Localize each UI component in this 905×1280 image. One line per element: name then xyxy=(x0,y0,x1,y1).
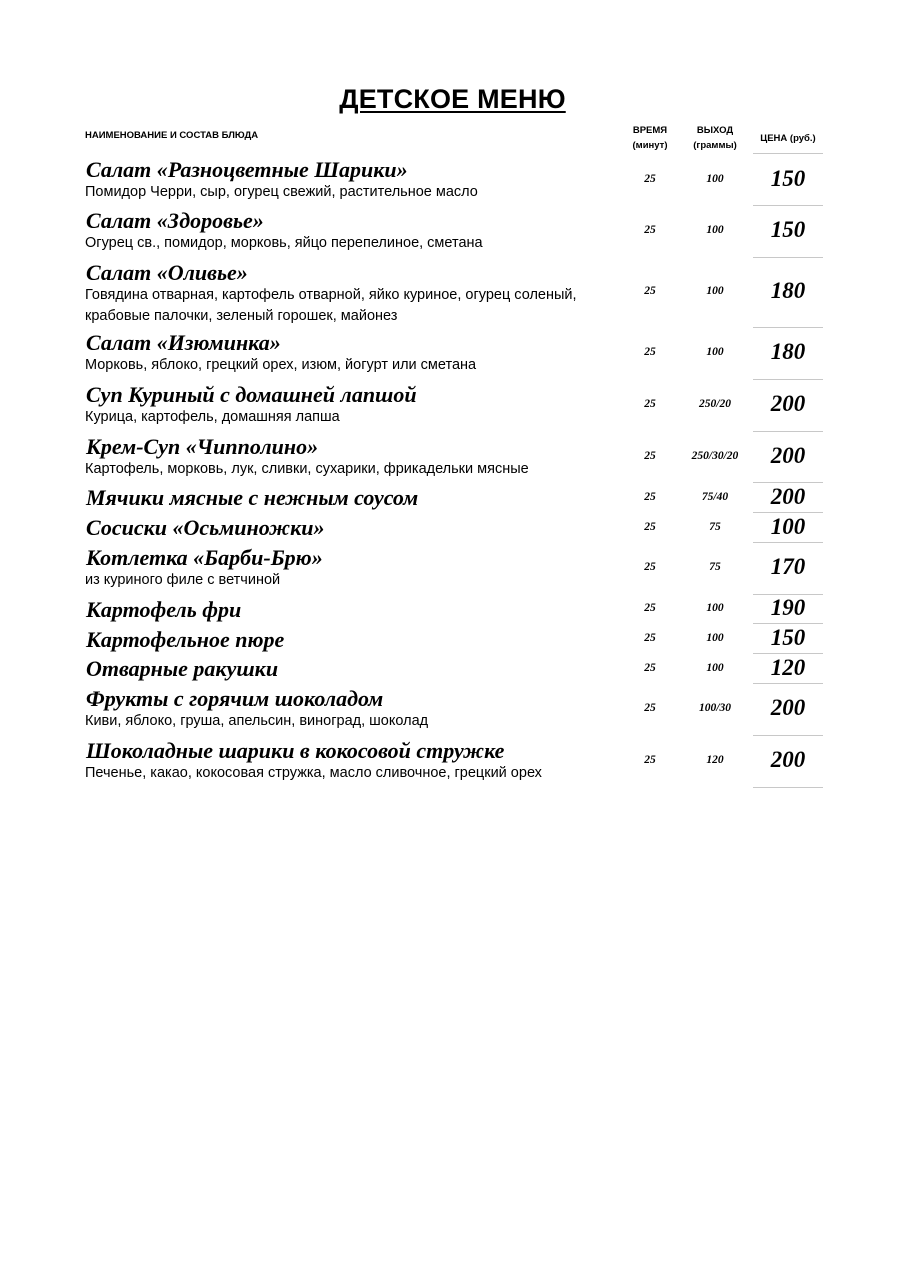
menu-item-name: Салат «Разноцветные Шарики» xyxy=(86,157,408,182)
menu-item-price: 170 xyxy=(770,554,806,579)
menu-item-name: Котлетка «Барби-Брю» xyxy=(86,545,323,570)
menu-item-price: 200 xyxy=(770,443,806,468)
menu-item-yield: 250/30/20 xyxy=(691,450,739,462)
menu-item-yield: 100 xyxy=(706,346,724,358)
column-header-yield xyxy=(684,123,746,153)
column-header-price: ЦЕНА (руб.) xyxy=(760,133,816,144)
menu-item-time: 25 xyxy=(644,173,656,185)
price-rule xyxy=(753,653,823,654)
price-rule xyxy=(753,257,823,258)
menu-item-name: Фрукты с горячим шоколадом xyxy=(86,686,384,711)
column-header-time-unit: (минут) xyxy=(632,140,668,151)
menu-item-price: 180 xyxy=(770,339,806,364)
price-rule xyxy=(753,787,823,788)
menu-item-name: Салат «Изюминка» xyxy=(86,330,281,355)
menu-item-name: Картофель фри xyxy=(86,597,242,622)
menu-item-time: 25 xyxy=(644,285,656,297)
menu-item-yield: 75/40 xyxy=(701,491,729,503)
menu-item-description: Киви, яблоко, груша, апельсин, виноград, шоколад xyxy=(85,713,429,729)
menu-item-name: Картофельное пюре xyxy=(86,627,285,652)
price-rule xyxy=(753,205,823,206)
menu-item-yield: 100 xyxy=(706,173,724,185)
menu-item-name: Мячики мясные с нежным соусом xyxy=(86,485,419,510)
menu-item-yield: 100 xyxy=(706,224,724,236)
price-rule xyxy=(753,512,823,513)
page-title: ДЕТСКОЕ МЕНЮ xyxy=(339,84,566,114)
menu-item-time: 25 xyxy=(644,632,656,644)
price-rule xyxy=(753,327,823,328)
menu-item-yield: 100 xyxy=(706,662,724,674)
menu-item-time: 25 xyxy=(644,561,656,573)
menu-item-time: 25 xyxy=(644,398,656,410)
column-header-name: НАИМЕНОВАНИЕ И СОСТАВ БЛЮДА xyxy=(85,130,259,141)
price-rule xyxy=(753,379,823,380)
price-rule xyxy=(753,482,823,483)
menu-item-time: 25 xyxy=(644,521,656,533)
price-column-top-rule xyxy=(753,153,823,154)
menu-item-name: Отварные ракушки xyxy=(86,656,279,681)
menu-item-price: 200 xyxy=(770,747,806,772)
menu-item-yield: 250/20 xyxy=(699,398,731,410)
menu-item-name: Салат «Оливье» xyxy=(86,260,248,285)
menu-item-name: Шоколадные шарики в кокосовой стружке xyxy=(86,738,505,763)
menu-item-price: 190 xyxy=(770,595,806,620)
column-header-time-title: ВРЕМЯ xyxy=(632,125,668,136)
menu-item-description: Помидор Черри, сыр, огурец свежий, растительное масло xyxy=(85,184,478,200)
menu-item-description: Картофель, морковь, лук, сливки, сухарики, фрикадельки мясные xyxy=(85,461,529,477)
menu-item-time: 25 xyxy=(644,224,656,236)
menu-item-yield: 100 xyxy=(706,285,724,297)
menu-item-description: Огурец св., помидор, морковь, яйцо перепелиное, сметана xyxy=(85,235,483,251)
menu-item-description: Морковь, яблоко, грецкий орех, изюм, йогурт или сметана xyxy=(85,357,477,373)
menu-item-description: Печенье, какао, кокосовая стружка, масло сливочное, грецкий орех xyxy=(85,765,542,781)
menu-item-yield: 120 xyxy=(706,754,724,766)
price-rule xyxy=(753,542,823,543)
menu-item-time: 25 xyxy=(644,662,656,674)
menu-item-yield: 75 xyxy=(709,521,721,533)
menu-item-yield: 100 xyxy=(706,602,724,614)
menu-item-name: Салат «Здоровье» xyxy=(86,208,264,233)
table-header xyxy=(0,120,905,156)
menu-item-price: 200 xyxy=(770,695,806,720)
column-header-time xyxy=(622,123,678,153)
menu-item-time: 25 xyxy=(644,491,656,503)
menu-item-price: 100 xyxy=(770,514,806,539)
price-rule xyxy=(753,683,823,684)
price-rule xyxy=(753,431,823,432)
menu-item-description: из куриного филе с ветчиной xyxy=(85,572,281,588)
menu-item-description: Курица, картофель, домашняя лапша xyxy=(85,409,340,425)
menu-item-time: 25 xyxy=(644,602,656,614)
price-rule xyxy=(753,735,823,736)
menu-item-price: 150 xyxy=(770,217,806,242)
price-rule xyxy=(753,623,823,624)
menu-item-time: 25 xyxy=(644,754,656,766)
menu-item-price: 200 xyxy=(770,484,806,509)
menu-item-name: Сосиски «Осьминожки» xyxy=(86,515,325,540)
menu-item-time: 25 xyxy=(644,450,656,462)
menu-item-price: 150 xyxy=(770,625,806,650)
menu-item-description: Говядина отварная, картофель отварной, яйко куриное, огурец соленый, крабовые палочки, зеленый горошек, майонез xyxy=(85,287,577,324)
menu-item-name: Крем-Суп «Чипполино» xyxy=(86,434,319,459)
menu-item-yield: 100/30 xyxy=(699,702,731,714)
menu-item-price: 200 xyxy=(770,391,806,416)
column-header-yield-unit: (граммы) xyxy=(693,140,737,151)
menu-item-price: 180 xyxy=(770,278,806,303)
column-header-yield-title: ВЫХОД xyxy=(696,125,734,136)
menu-item-price: 120 xyxy=(770,655,806,680)
menu-item-price: 150 xyxy=(770,166,806,191)
menu-item-yield: 100 xyxy=(706,632,724,644)
menu-item-yield: 75 xyxy=(709,561,721,573)
menu-item-name: Суп Куриный с домашней лапшой xyxy=(86,382,417,407)
menu-item-time: 25 xyxy=(644,346,656,358)
menu-item-time: 25 xyxy=(644,702,656,714)
